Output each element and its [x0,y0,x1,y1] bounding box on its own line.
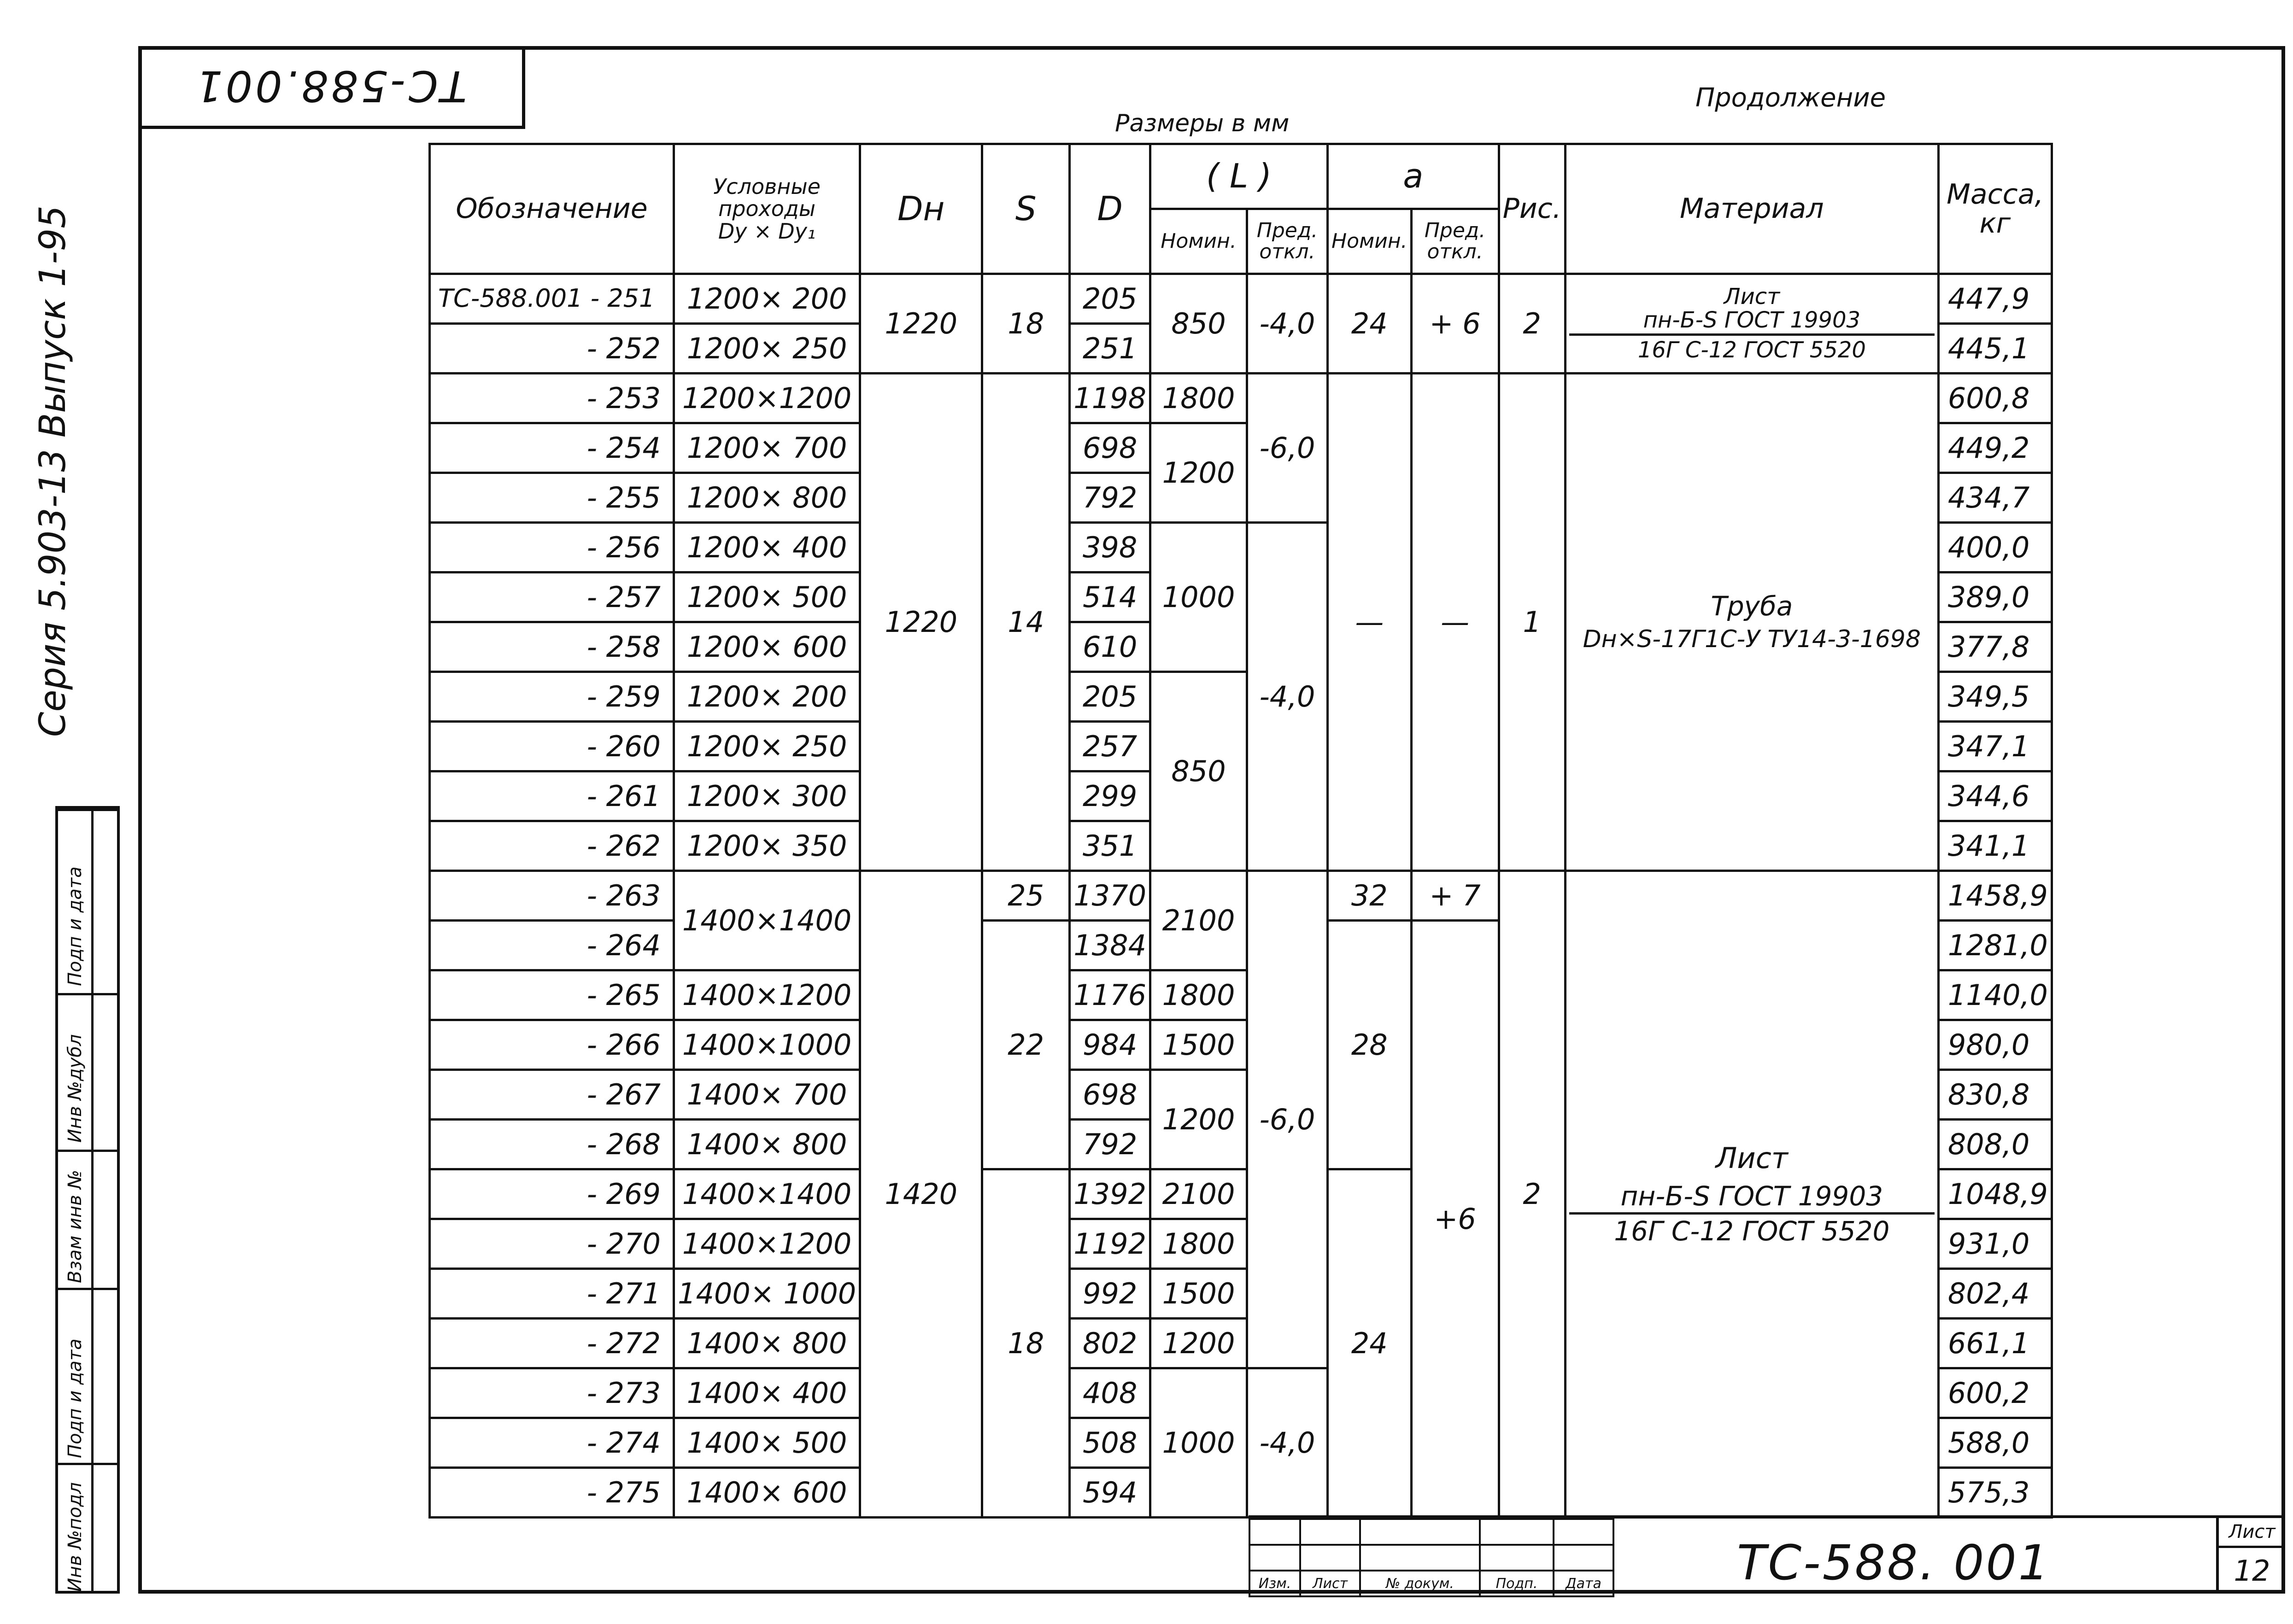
figure-cell: 2 [1499,871,1565,1518]
designation-cell: - 268 [430,1120,674,1169]
revision-cell [1360,1545,1480,1571]
passages-cell: 1400× 800 [674,1319,860,1368]
col-L-dev-line: Пред. [1256,218,1318,242]
designation-cell: - 273 [430,1368,674,1418]
header-row [430,144,2052,209]
designation-cell: - 253 [430,374,674,423]
mass-cell: 808,0 [1938,1120,2052,1169]
designation-cell: - 269 [430,1169,674,1219]
mass-cell: 445,1 [1938,324,2052,374]
designation-cell: - 259 [430,672,674,722]
revision-cell [1554,1545,1613,1571]
col-L-dev-line: откл. [1259,240,1315,263]
col-passages-line: Условные [713,174,821,199]
col-mass [1938,144,2052,274]
mass-cell: 389,0 [1938,572,2052,622]
d-cell: 1384 [1070,921,1150,970]
s-cell: 22 [982,921,1070,1169]
title-block [1249,1515,2285,1594]
col-mass-line: кг [1979,207,2011,240]
L-nominal-cell: 1500 [1150,1020,1247,1070]
L-deviation-cell: -6,0 [1247,871,1328,1368]
revision-row [1249,1519,1613,1545]
side-label: Инв №подл [65,1482,86,1592]
mass-cell: 349,5 [1938,672,2052,722]
mass-cell: 347,1 [1938,722,2052,771]
d-cell: 992 [1070,1269,1150,1319]
L-nominal-cell: 850 [1150,672,1247,871]
col-L-nominal: Номин. [1150,209,1247,274]
a-nominal-cell: 32 [1328,871,1412,921]
col-designation: Обозначение [430,144,674,274]
designation-cell: - 265 [430,970,674,1020]
d-cell: 514 [1070,572,1150,622]
passages-cell: 1400×1400 [674,1169,860,1219]
a-nominal-cell: 24 [1328,274,1412,374]
d-cell: 1176 [1070,970,1150,1020]
L-nominal-cell: 2100 [1150,1169,1247,1219]
material-cell [1565,374,1938,871]
col-passages-line: проходы [718,196,816,222]
designation-cell: - 271 [430,1269,674,1319]
revision-grid [1249,1518,1614,1597]
label-signature: Подп. [1480,1571,1554,1596]
mass-cell: 575,3 [1938,1468,2052,1518]
col-fig: Рис. [1499,144,1565,274]
mass-cell: 588,0 [1938,1418,2052,1468]
L-nominal-cell: 1800 [1150,374,1247,423]
passages-cell: 1400× 800 [674,1120,860,1169]
L-deviation-cell: -4,0 [1247,1368,1328,1518]
mass-cell: 931,0 [1938,1219,2052,1269]
revision-row [1249,1545,1613,1571]
material-line: пн-Б-S ГОСТ 19903 [1569,309,1935,336]
s-cell: 18 [982,274,1070,374]
col-dn: Dн [860,144,982,274]
passages-cell: 1400×1200 [674,970,860,1020]
designation-cell: - 275 [430,1468,674,1518]
a-deviation-cell: + 7 [1411,871,1499,921]
mass-cell: 980,0 [1938,1020,2052,1070]
revision-cell [1249,1519,1300,1545]
col-passages-line: Dy × Dy₁ [718,218,816,244]
side-section [58,1150,117,1288]
d-cell: 398 [1070,523,1150,572]
d-cell: 508 [1070,1418,1150,1468]
passages-cell: 1200× 250 [674,324,860,374]
sheet-label: Лист [2219,1518,2285,1548]
d-cell: 792 [1070,473,1150,523]
d-cell: 698 [1070,423,1150,473]
passages-cell: 1400×1000 [674,1020,860,1070]
mass-cell: 449,2 [1938,423,2052,473]
a-deviation-cell: + 6 [1411,274,1499,374]
d-cell: 1192 [1070,1219,1150,1269]
table-row [430,871,2052,921]
material-cell [1565,871,1938,1518]
designation-cell: - 274 [430,1418,674,1468]
mass-cell: 341,1 [1938,821,2052,871]
side-series-label: Серия 5.903-13 Выпуск 1-95 [32,205,74,737]
a-deviation-cell: +6 [1411,921,1499,1518]
L-deviation-cell: -4,0 [1247,274,1328,374]
side-label: Взам инв № [65,1169,86,1283]
document-code: ТС-588. 001 [1737,1535,2051,1591]
col-d: D [1070,144,1150,274]
a-nominal-cell: 24 [1328,1169,1412,1518]
L-deviation-cell: -4,0 [1247,523,1328,871]
sheet-number: 12 [2234,1554,2270,1588]
passages-cell: 1200× 400 [674,523,860,572]
sheet-box [2216,1518,2285,1594]
stamp-code: ТС-588.001 [193,61,467,111]
mass-cell: 377,8 [1938,622,2052,672]
passages-cell: 1400× 700 [674,1070,860,1120]
passages-cell: 1400× 600 [674,1468,860,1518]
designation-cell: - 266 [430,1020,674,1070]
L-nominal-cell: 1200 [1150,1070,1247,1169]
side-section [58,1463,117,1596]
passages-cell: 1400× 500 [674,1418,860,1468]
designation-cell: - 257 [430,572,674,622]
L-nominal-cell: 1000 [1150,523,1247,672]
revision-cell [1554,1519,1613,1545]
L-nominal-cell: 1200 [1150,1319,1247,1368]
table-row [430,374,2052,423]
mass-cell: 434,7 [1938,473,2052,523]
designation-cell: - 261 [430,771,674,821]
mass-cell: 830,8 [1938,1070,2052,1120]
material-title: Труба [1711,590,1793,622]
col-a-dev-line: Пред. [1424,218,1486,242]
L-nominal-cell: 1500 [1150,1269,1247,1319]
L-nominal-cell: 1800 [1150,970,1247,1020]
d-cell: 610 [1070,622,1150,672]
revision-cell [1300,1519,1360,1545]
d-cell: 594 [1070,1468,1150,1518]
col-mass-line: Масса, [1947,178,2044,210]
L-nominal-cell: 1000 [1150,1368,1247,1518]
passages-cell: 1200×1200 [674,374,860,423]
material-title: Лист [1715,1141,1788,1175]
d-cell: 792 [1070,1120,1150,1169]
mass-cell: 1048,9 [1938,1169,2052,1219]
L-nominal-cell: 850 [1150,274,1247,374]
d-cell: 698 [1070,1070,1150,1120]
dn-cell: 1220 [860,274,982,374]
s-cell: 14 [982,374,1070,871]
a-nominal-cell: 28 [1328,921,1412,1169]
sizes-caption: Размеры в мм [1115,110,1290,137]
designation-cell: - 270 [430,1219,674,1269]
label-document-number: № докум. [1360,1571,1480,1596]
col-L: ( L ) [1150,144,1328,209]
side-label: Подп и дата [65,1338,86,1458]
side-label: Подп и дата [65,866,86,986]
material-cell [1565,274,1938,374]
spec-table [428,143,2053,1519]
col-material: Материал [1565,144,1938,274]
label-sheet: Лист [1300,1571,1360,1596]
d-cell: 251 [1070,324,1150,374]
passages-cell: 1400×1200 [674,1219,860,1269]
revision-cell [1360,1519,1480,1545]
designation-cell: - 262 [430,821,674,871]
continuation-caption: Продолжение [1695,83,1886,113]
mass-cell: 344,6 [1938,771,2052,821]
designation-cell: - 272 [430,1319,674,1368]
side-approval-strip [55,806,120,1594]
designation-cell: - 258 [430,622,674,672]
passages-cell: 1200× 250 [674,722,860,771]
a-nominal-cell: — [1328,374,1412,871]
revision-cell [1480,1519,1554,1545]
dn-cell: 1220 [860,374,982,871]
designation-cell: - 254 [430,423,674,473]
passages-cell: 1400× 400 [674,1368,860,1418]
material-line: 16Г С-12 ГОСТ 5520 [1637,337,1866,363]
dn-cell: 1420 [860,871,982,1518]
designation-cell: - 263 [430,871,674,921]
mass-cell: 400,0 [1938,523,2052,572]
col-s: S [982,144,1070,274]
mass-cell: 802,4 [1938,1269,2052,1319]
material-line: пн-Б-S ГОСТ 19903 [1569,1182,1935,1215]
passages-cell: 1400×1400 [674,871,860,970]
s-cell: 25 [982,871,1070,921]
designation-cell: - 255 [430,473,674,523]
passages-cell: 1200× 800 [674,473,860,523]
col-a: a [1328,144,1499,209]
revision-cell [1249,1545,1300,1571]
d-cell: 205 [1070,274,1150,324]
d-cell: 802 [1070,1319,1150,1368]
col-a-deviation [1411,209,1499,274]
mass-cell: 1140,0 [1938,970,2052,1020]
label-date: Дата [1554,1571,1613,1596]
designation-cell: - 267 [430,1070,674,1120]
d-cell: 1198 [1070,374,1150,423]
col-L-deviation [1247,209,1328,274]
mass-cell: 1458,9 [1938,871,2052,921]
mass-cell: 600,8 [1938,374,2052,423]
passages-cell: 1400× 1000 [674,1269,860,1319]
designation-cell: - 260 [430,722,674,771]
top-stamp [138,46,525,129]
table-row [430,274,2052,324]
d-cell: 299 [1070,771,1150,821]
d-cell: 408 [1070,1368,1150,1418]
L-nominal-cell: 2100 [1150,871,1247,970]
d-cell: 205 [1070,672,1150,722]
passages-cell: 1200× 300 [674,771,860,821]
designation-cell: - 256 [430,523,674,572]
passages-cell: 1200× 600 [674,622,860,672]
mass-cell: 447,9 [1938,274,2052,324]
L-nominal-cell: 1200 [1150,423,1247,523]
col-passages [674,144,860,274]
side-section [58,993,117,1150]
a-deviation-cell: — [1411,374,1499,871]
passages-cell: 1200× 200 [674,672,860,722]
s-cell: 18 [982,1169,1070,1518]
figure-cell: 2 [1499,274,1565,374]
side-section [58,1288,117,1463]
revision-label-row [1249,1571,1613,1596]
side-section [58,809,117,993]
label-change: Изм. [1249,1571,1300,1596]
designation-cell: - 264 [430,921,674,970]
side-label: Инв №дубл [65,1034,86,1143]
d-cell: 351 [1070,821,1150,871]
L-deviation-cell: -6,0 [1247,374,1328,523]
d-cell: 1370 [1070,871,1150,921]
mass-cell: 661,1 [1938,1319,2052,1368]
mass-cell: 600,2 [1938,1368,2052,1418]
material-title: Лист [1724,284,1780,310]
figure-cell: 1 [1499,374,1565,871]
passages-cell: 1200× 200 [674,274,860,324]
designation-cell: ТС-588.001 - 251 [430,274,674,324]
passages-cell: 1200× 350 [674,821,860,871]
mass-cell: 1281,0 [1938,921,2052,970]
material-line: Dн×S-17Г1С-У ТУ14-3-1698 [1583,625,1921,653]
passages-cell: 1200× 500 [674,572,860,622]
d-cell: 984 [1070,1020,1150,1070]
col-a-dev-line: откл. [1427,240,1483,263]
material-line: 16Г С-12 ГОСТ 5520 [1614,1215,1890,1247]
col-a-nominal: Номин. [1328,209,1412,274]
d-cell: 257 [1070,722,1150,771]
d-cell: 1392 [1070,1169,1150,1219]
revision-cell [1300,1545,1360,1571]
revision-cell [1480,1545,1554,1571]
passages-cell: 1200× 700 [674,423,860,473]
L-nominal-cell: 1800 [1150,1219,1247,1269]
designation-cell: - 252 [430,324,674,374]
